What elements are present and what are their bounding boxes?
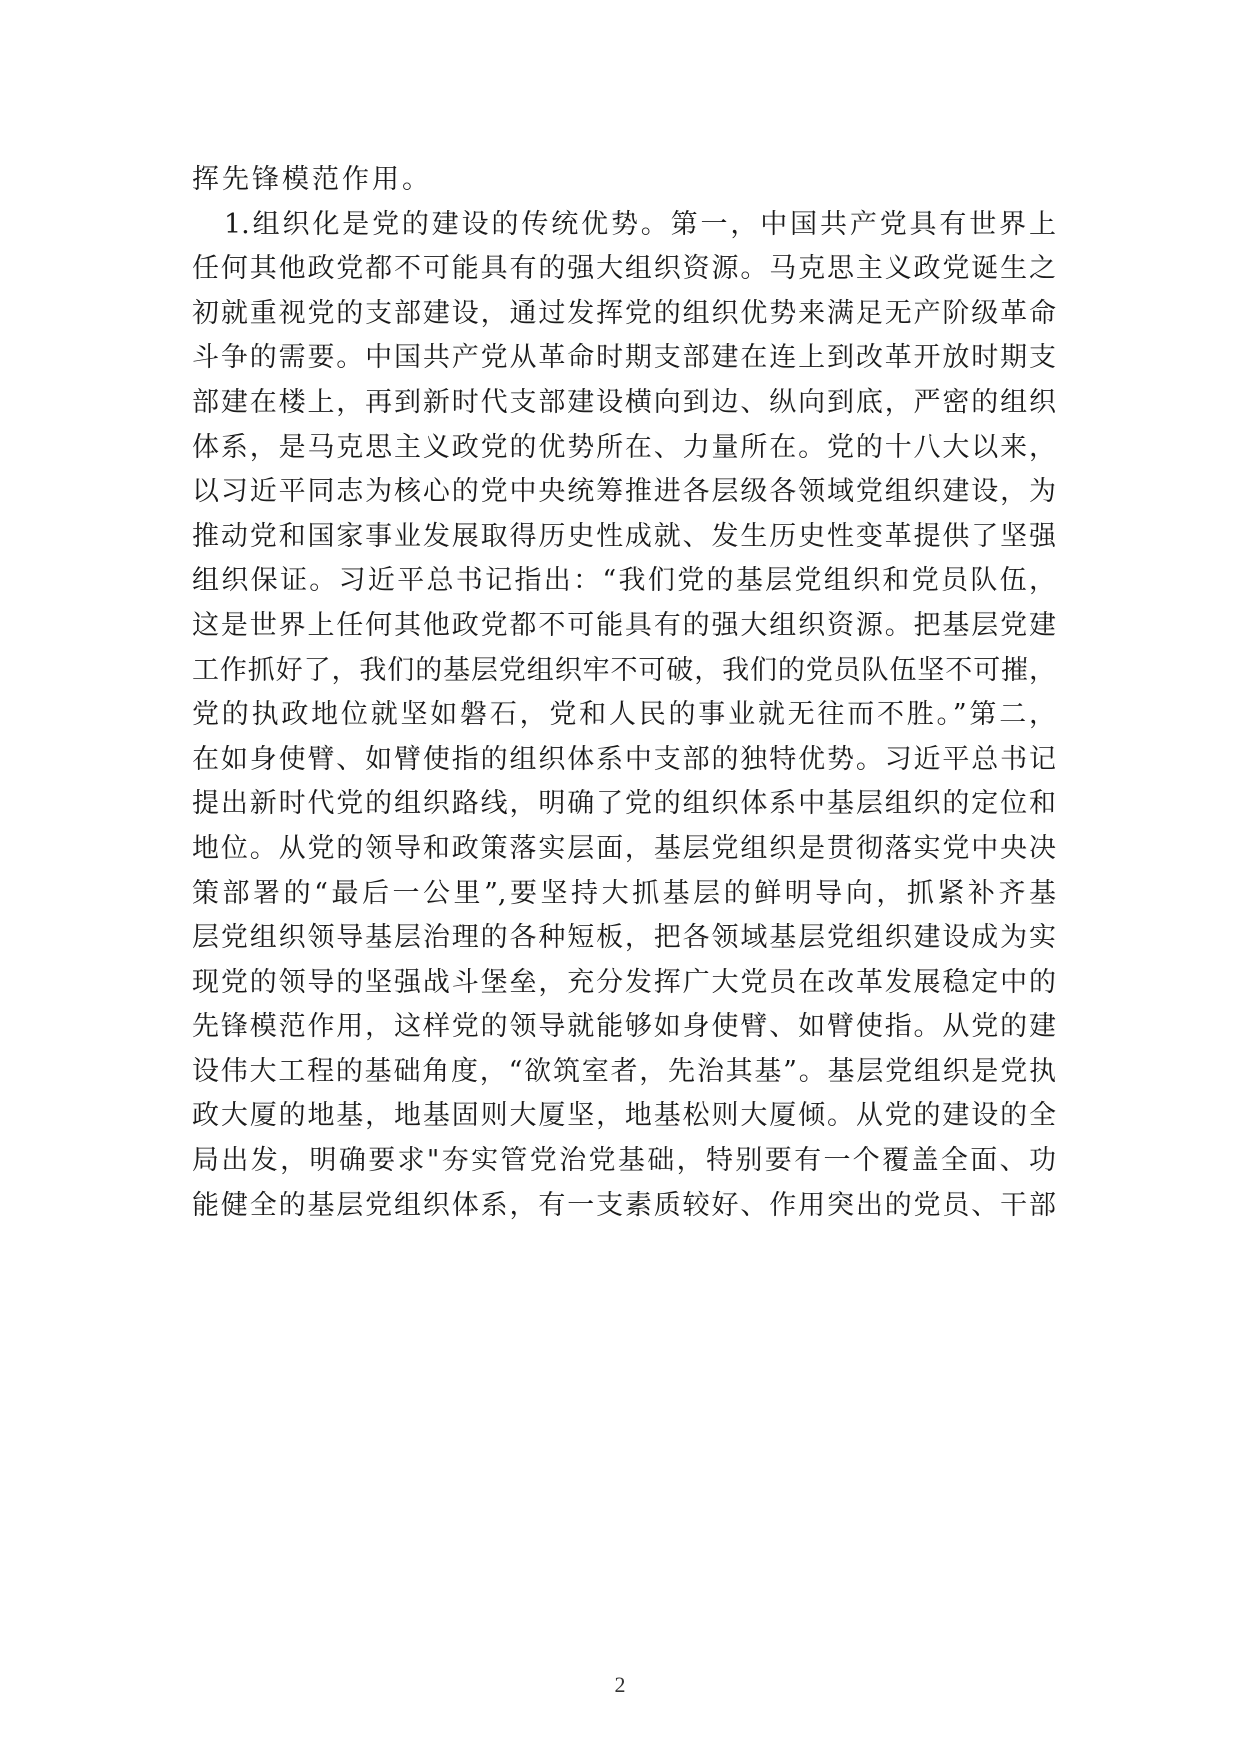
text-line: 局出发，明确要求"夯实管党治党基础，特别要有一个覆盖全面、功 [192,1145,1056,1177]
text-line: 在如身使臂、如臂使指的组织体系中支部的独特优势。习近平总书记 [192,743,1056,775]
text-line: 组织保证。习近平总书记指出：“我们党的基层党组织和党员队伍， [192,565,1056,597]
paragraph-first-line: 1.组织化是党的建设的传统优势。第一，中国共产党具有世界上 [224,208,1056,240]
text-line: 政大厦的地基，地基固则大厦坚，地基松则大厦倾。从党的建设的全 [192,1100,1056,1132]
text-line: 地位。从党的领导和政策落实层面，基层党组织是贯彻落实党中央决 [192,832,1056,864]
body-text [192,158,1056,1228]
text-line: 体系，是马克思主义政党的优势所在、力量所在。党的十八大以来， [192,431,1056,463]
text-line: 挥先锋模范作用。 [192,164,432,195]
text-line: 推动党和国家事业发展取得历史性成就、发生历史性变革提供了坚强 [192,520,1056,552]
text-line: 党的执政地位就坚如磐石，党和人民的事业就无往而不胜。”第二， [192,699,1056,731]
text-line: 斗争的需要。中国共产党从革命时期支部建在连上到改革开放时期支 [192,342,1056,374]
text-line: 先锋模范作用，这样党的领导就能够如身使臂、如臂使指。从党的建 [192,1011,1056,1043]
text-line: 以习近平同志为核心的党中央统筹推进各层级各领域党组织建设，为 [192,476,1056,508]
text-line: 现党的领导的坚强战斗堡垒，充分发挥广大党员在改革发展稳定中的 [192,966,1056,998]
text-line: 能健全的基层党组织体系，有一支素质较好、作用突出的党员、干部 [192,1189,1056,1221]
text-line: 这是世界上任何其他政党都不可能具有的强大组织资源。把基层党建 [192,609,1056,641]
text-line: 初就重视党的支部建设，通过发挥党的组织优势来满足无产阶级革命 [192,297,1056,329]
text-line: 设伟大工程的基础角度，“欲筑室者，先治其基”。基层党组织是党执 [192,1055,1056,1087]
text-line: 部建在楼上，再到新时代支部建设横向到边、纵向到底，严密的组织 [192,386,1056,418]
text-line: 策部署的“最后一公里”,要坚持大抓基层的鲜明导向，抓紧补齐基 [192,877,1056,909]
page-number: 2 [614,1672,626,1697]
text-line: 任何其他政党都不可能具有的强大组织资源。马克思主义政党诞生之 [192,253,1056,285]
text-line: 提出新时代党的组织路线，明确了党的组织体系中基层组织的定位和 [192,788,1056,820]
text-line: 层党组织领导基层治理的各种短板，把各领域基层党组织建设成为实 [192,922,1056,954]
text-line: 工作抓好了，我们的基层党组织牢不可破，我们的党员队伍坚不可摧， [192,654,1056,686]
